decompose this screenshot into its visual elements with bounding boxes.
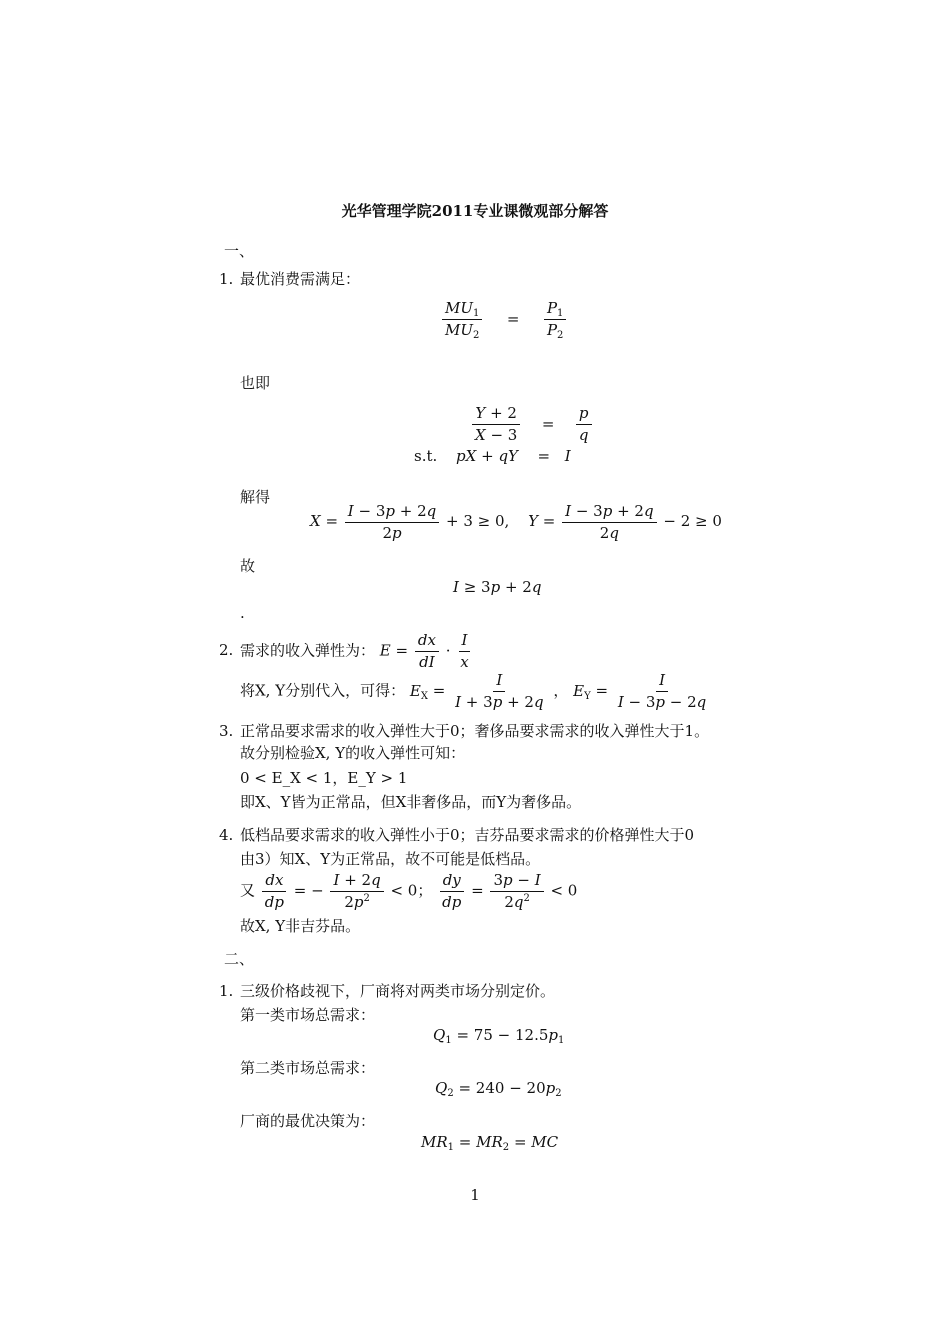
s2-q1-number: 1.: [219, 982, 234, 1000]
q4-line1: 低档品要求需求的收入弹性小于0；吉芬品要求需求的价格弹性大于0: [240, 826, 695, 844]
q2-number: 2.: [219, 641, 234, 659]
q1-intro: 最优消费需满足：: [240, 270, 361, 288]
market1-demand: $Q_1 = 75 - 12.5p_1$: [433, 1026, 565, 1046]
q4-number: 4.: [219, 826, 234, 844]
market2-label: 第二类市场总需求：: [240, 1059, 376, 1077]
q3-line2: 故分别检验X, Y的收入弹性可知：: [240, 744, 466, 762]
q2-subtext: 将X, Y分别代入，可得：: [240, 681, 406, 700]
q1-dot: .: [240, 604, 245, 622]
q1-therefore: 故: [240, 557, 256, 575]
mu-ratio-equation: $\frac{MU_1}{MU_2}$ = $\frac{P_1}{P_2}$: [440, 300, 568, 338]
income-condition: I ≥ 3p + 2q: [453, 578, 542, 596]
q1-number: 1.: [219, 270, 234, 288]
ratio-equation: $\frac{Y + 2}{X - 3}$ = $\frac{p}{q}$: [470, 405, 594, 443]
q4-prefix: 又: [240, 881, 256, 900]
q3-line3: 0 < E_X < 1，E_Y > 1: [240, 769, 408, 787]
q1-solve: 解得: [240, 488, 271, 506]
q3-number: 3.: [219, 722, 234, 740]
budget-constraint: s.t. pX + qY = I: [414, 447, 571, 465]
optimal-decision-equation: $MR_1 = MR_2$ = MC: [421, 1133, 559, 1153]
section-two-label: 二、: [224, 950, 255, 968]
market1-label: 第一类市场总需求：: [240, 1006, 376, 1024]
q4-derivative-line: 又 $\frac{dx}{dp}$ = − $\frac{I + 2q}{2p^2}$ < 0； $\frac{dy}{dp}$ = $\frac{3p - I}{2q^2}$ < 0: [240, 871, 578, 911]
q3-line1: 正常品要求需求的收入弹性大于0；奢侈品要求需求的收入弹性大于1。: [240, 722, 710, 740]
market2-demand: $Q_2 = 240 - 20p_2$: [435, 1079, 562, 1099]
page-title: 光华管理学院2011专业课微观部分解答: [341, 202, 609, 220]
q4-line2: 由3）知X、Y为正常品，故不可能是低档品。: [240, 850, 541, 868]
q2-text: 需求的收入弹性为：: [240, 641, 376, 660]
st-label: s.t.: [414, 447, 438, 465]
page-number: 1: [470, 1186, 480, 1204]
optimal-decision-label: 厂商的最优决策为：: [240, 1112, 376, 1130]
q2-elasticity-line: 需求的收入弹性为： E = $\frac{dx}{dI}$ · $\frac{I}{x}$: [240, 631, 469, 671]
q4-line4: 故X, Y非吉芬品。: [240, 917, 361, 935]
s2-q1-line1: 三级价格歧视下，厂商将对两类市场分别定价。: [240, 982, 556, 1000]
solution-equation: X = $\frac{I - 3p + 2q}{2p}$ + 3 ≥ 0, Y = $\frac{I - 3p + 2q}{2q}$ − 2 ≥ 0: [310, 502, 722, 542]
q2-substitution-line: 将X, Y分别代入，可得： $E_X$ = $\frac{I}{I + 3p + 2q}$ ， $E_Y$ = $\frac{I}{I - 3p - 2q}$: [240, 671, 707, 711]
q3-line4: 即X、Y皆为正常品，但X非奢侈品，而Y为奢侈品。: [240, 793, 582, 811]
q1-also: 也即: [240, 374, 271, 392]
section-one-label: 一、: [224, 242, 255, 260]
